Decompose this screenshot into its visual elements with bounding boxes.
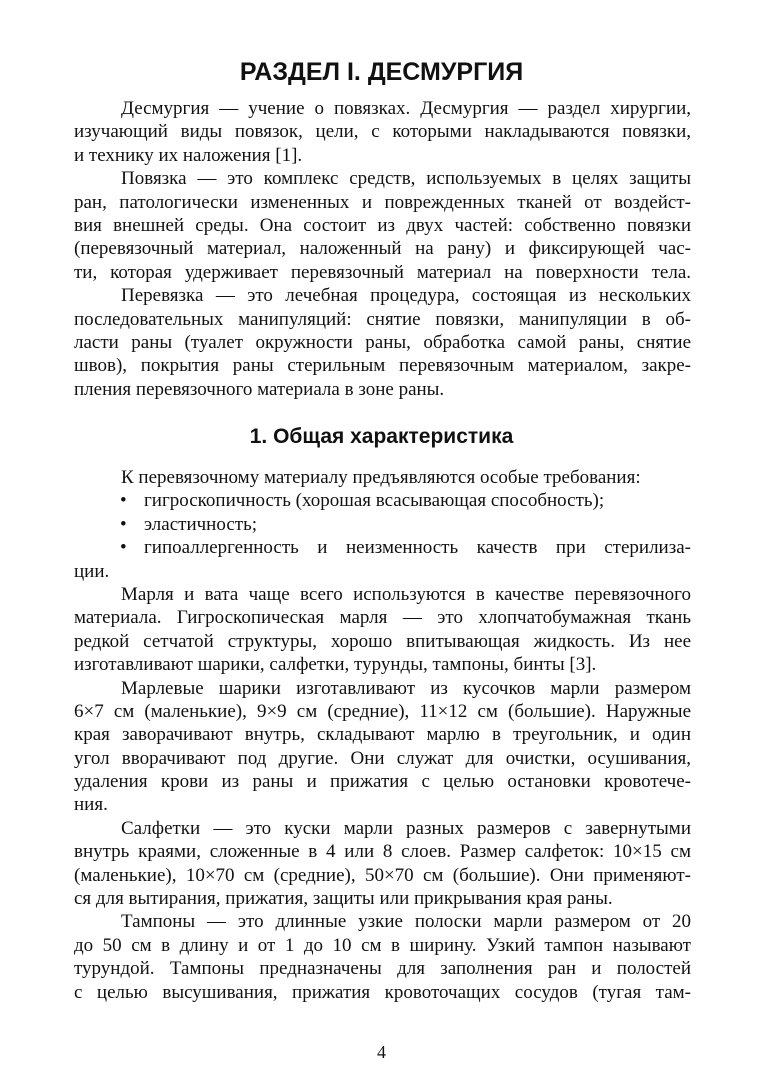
text-line: Перевязка — это лечебная процедура, состоящая из нескольких: [121, 285, 691, 307]
subsection-title: 1. Общая характеристика: [249, 425, 514, 448]
text-line: турундой. Тампоны предназначены для заполнения ран и полостей: [74, 958, 691, 980]
text-line: (маленькие), 10×70 см (средние), 50×70 см (большие). Они применяют-: [74, 864, 691, 886]
text-line: ся для вытирания, прижатия, защиты или прикрывания края раны.: [74, 888, 613, 910]
section-title: РАЗДЕЛ I. ДЕСМУРГИЯ: [239, 58, 524, 86]
text-line: швов), покрытия раны стерильным перевязочным материалом, закре-: [74, 355, 691, 377]
text-line: 6×7 см (маленькие), 9×9 см (средние), 11×12 см (большие). Наружные: [74, 700, 691, 722]
text-line: Десмургия — учение о повязках. Десмургия — раздел хирургии,: [121, 98, 691, 119]
text-line: удаления крови из раны и прижатия с целью остановки кровотече-: [74, 771, 691, 793]
body-text: [74, 466, 691, 1004]
text-line: пления перевязочного материала в зоне раны.: [74, 378, 445, 400]
text-line: изготавливают шарики, салфетки, турунды, тампоны, бинты [3].: [74, 654, 597, 676]
text-line: ния.: [74, 794, 108, 816]
page-number: 4: [377, 1042, 386, 1062]
bullet-item: [74, 489, 691, 512]
text-line: Марля и вата чаще всего используются в качестве перевязочного: [121, 583, 691, 605]
text-line: ции.: [74, 560, 110, 582]
text-line: К перевязочному материалу предъявляются особые требования:: [121, 467, 641, 488]
text-line: Марлевые шарики изготавливают из кусочков марли размером: [121, 677, 691, 699]
text-line: последовательных манипуляций: снятие повязки, манипуляции в об-: [74, 308, 691, 330]
intro-text: [74, 97, 691, 401]
text-line: Тампоны — это длинные узкие полоски марли размером от 20: [121, 911, 691, 933]
text-line: ран, патологически измененных и поврежденных тканей от воздейст-: [74, 191, 691, 213]
bullet-item: [74, 536, 691, 559]
text-line: редкой сетчатой структуры, хорошо впитывающая жидкость. Из нее: [74, 630, 691, 652]
text-line: материала. Гигроскопическая марля — это хлопчатобумажная ткань: [74, 607, 691, 629]
text-line: изучающий виды повязок, цели, с которыми накладываются повязки,: [74, 121, 691, 143]
text-line: края заворачивают внутрь, складывают марлю в треугольник, и один: [74, 724, 691, 746]
text-line: с целью высушивания, прижатия кровоточащих сосудов (тугая там-: [74, 981, 691, 1003]
bullet-icon: •: [120, 490, 127, 512]
bullet-text: эластичность;: [144, 513, 258, 535]
text-line: до 50 см в длину и от 1 до 10 см в ширину. Узкий тампон называют: [74, 934, 691, 956]
text-line: угол вворачивают под другие. Они служат для очистки, осушивания,: [74, 747, 691, 769]
bullet-icon: •: [120, 537, 127, 559]
text-line: и технику их наложения [1].: [74, 144, 303, 166]
text-line: Салфетки — это куски марли разных размеров с завернутыми: [121, 817, 691, 839]
text-line: (перевязочный материал, наложенный на рану) и фиксирующей час-: [74, 238, 691, 260]
text-line: вия внешней среды. Она состоит из двух частей: собственно повязки: [74, 214, 691, 236]
bullet-item: [74, 513, 691, 536]
text-line: ти, которая удерживает перевязочный материал на поверхности тела.: [74, 261, 691, 283]
text-line: Повязка — это комплекс средств, используемых в целях защиты: [121, 168, 691, 190]
bullet-text: гигроскопичность (хорошая всасывающая способность);: [144, 490, 605, 512]
bullet-text: гипоаллергенность и неизменность качеств при стерилиза-: [144, 537, 691, 559]
text-line: ласти раны (туалет окружности раны, обработка самой раны, снятие: [74, 331, 691, 353]
text-line: внутрь краями, сложенные в 4 или 8 слоев. Размер салфеток: 10×15 см: [74, 841, 691, 863]
bullet-icon: •: [120, 513, 127, 535]
